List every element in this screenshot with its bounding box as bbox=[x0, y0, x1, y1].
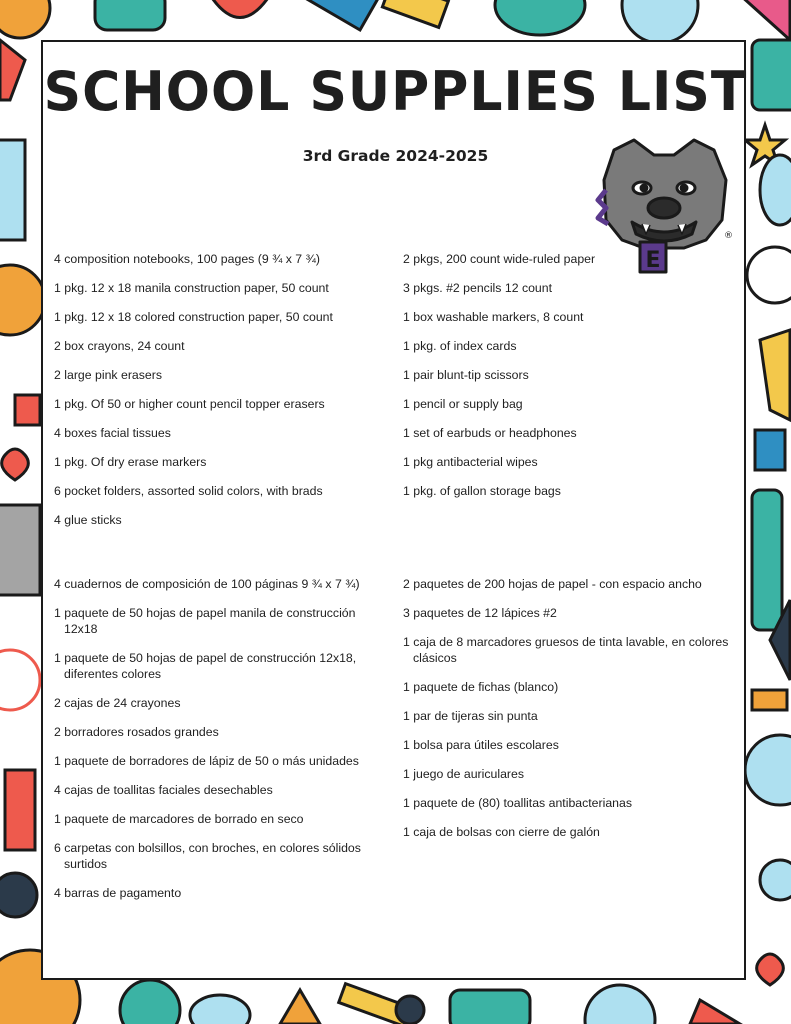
supply-item: 4 barras de pagamento bbox=[54, 886, 182, 900]
supply-item: 1 paquete de 50 hojas de papel manila de construcción 12x18 bbox=[54, 606, 356, 636]
globe-icon bbox=[190, 995, 250, 1024]
planet-icon bbox=[745, 735, 791, 805]
button-icon bbox=[396, 996, 424, 1024]
supply-item: 1 pkg antibacterial wipes bbox=[403, 455, 538, 469]
supply-item: 4 glue sticks bbox=[54, 513, 122, 527]
pencil-icon bbox=[382, 0, 448, 27]
ball-icon bbox=[0, 0, 50, 38]
box-icon bbox=[755, 430, 785, 470]
english-list-right bbox=[403, 251, 733, 512]
supply-item: 2 pkgs, 200 count wide-ruled paper bbox=[403, 252, 596, 266]
heart-icon bbox=[2, 449, 29, 480]
cone-icon bbox=[280, 990, 320, 1024]
case-icon bbox=[450, 990, 530, 1024]
bag-icon bbox=[120, 980, 180, 1024]
supply-item: 2 borradores rosados grandes bbox=[54, 725, 219, 739]
supply-item: 1 pkg. Of 50 or higher count pencil topper erasers bbox=[54, 397, 325, 411]
supply-item: 1 pkg. Of dry erase markers bbox=[54, 455, 207, 469]
stethoscope-icon bbox=[0, 650, 40, 710]
shape-icon bbox=[740, 0, 790, 40]
supply-item: 1 paquete de borradores de lápiz de 50 o más unidades bbox=[54, 754, 359, 768]
trophy-icon bbox=[760, 330, 790, 420]
spanish-list-right bbox=[403, 576, 733, 853]
supply-item: 4 cajas de toallitas faciales desechables bbox=[54, 783, 273, 797]
bag-icon bbox=[95, 0, 165, 30]
spanish-list-left bbox=[54, 576, 389, 914]
supply-item: 1 paquete de (80) toallitas antibacterianas bbox=[403, 796, 633, 810]
page-title: SCHOOL SUPPLIES LIST bbox=[43, 60, 748, 124]
supply-item: 1 pair blunt-tip scissors bbox=[403, 368, 529, 382]
supply-item: 4 composition notebooks, 100 pages (9 ¾ x 7 ¾) bbox=[54, 252, 320, 266]
supply-item: 3 paquetes de 12 lápices #2 bbox=[403, 606, 557, 620]
supply-item: 4 boxes facial tissues bbox=[54, 426, 171, 440]
supply-item: 2 paquetes de 200 hojas de papel - con espacio ancho bbox=[403, 577, 702, 591]
supply-item: 1 par de tijeras sin punta bbox=[403, 709, 538, 723]
supply-item: 1 pkg. of gallon storage bags bbox=[403, 484, 561, 498]
tag-icon bbox=[752, 690, 787, 710]
globe-icon bbox=[622, 0, 698, 43]
supply-item: 4 cuadernos de composición de 100 páginas 9 ¾ x 7 ¾) bbox=[54, 577, 360, 591]
supply-item: 1 juego de auriculares bbox=[403, 767, 524, 781]
mascot-letter: E bbox=[645, 248, 661, 273]
supply-item: 6 carpetas con bolsillos, con broches, en colores sólidos surtidos bbox=[54, 841, 361, 871]
supply-item: 1 paquete de 50 hojas de papel de construcción 12x18, diferentes colores bbox=[54, 651, 357, 681]
bottle-icon bbox=[760, 155, 791, 225]
calculator-icon bbox=[0, 505, 40, 595]
glove-icon bbox=[0, 873, 37, 917]
supply-item: 1 pkg. 12 x 18 colored construction paper, 50 count bbox=[54, 310, 333, 324]
supply-item: 1 caja de bolsas con cierre de galón bbox=[403, 825, 600, 839]
supply-item: 2 large pink erasers bbox=[54, 368, 162, 382]
apple-icon bbox=[210, 0, 270, 18]
clock-icon bbox=[585, 985, 655, 1024]
supply-item: 1 pkg. 12 x 18 manila construction paper, 50 count bbox=[54, 281, 329, 295]
supply-item: 1 paquete de fichas (blanco) bbox=[403, 680, 559, 694]
grade-subtitle: 3rd Grade 2024-2025 bbox=[302, 147, 489, 165]
supply-item: 1 box washable markers, 8 count bbox=[403, 310, 584, 324]
bubble-icon bbox=[760, 860, 791, 900]
book-icon bbox=[300, 0, 380, 30]
registered-mark: ® bbox=[724, 231, 733, 241]
crayon-icon bbox=[5, 770, 35, 850]
eraser-icon bbox=[15, 395, 40, 425]
backpack-icon bbox=[495, 0, 585, 35]
supply-item: 2 cajas de 24 crayones bbox=[54, 696, 181, 710]
supply-item: 1 set of earbuds or headphones bbox=[403, 426, 577, 440]
supply-item: 1 pencil or supply bag bbox=[403, 397, 523, 411]
supply-item: 6 pocket folders, assorted solid colors, with brads bbox=[54, 484, 323, 498]
supply-item: 2 box crayons, 24 count bbox=[54, 339, 185, 353]
supply-item: 1 bolsa para útiles escolares bbox=[403, 738, 559, 752]
heart-icon bbox=[757, 954, 784, 985]
supply-item: 3 pkgs. #2 pencils 12 count bbox=[403, 281, 553, 295]
nose-icon bbox=[648, 198, 680, 218]
ring-icon bbox=[747, 247, 791, 303]
english-list-left bbox=[54, 251, 384, 541]
test-tube-icon bbox=[752, 490, 782, 630]
triangle-icon bbox=[690, 1000, 740, 1024]
football-icon bbox=[0, 265, 45, 335]
supply-item: 1 paquete de marcadores de borrado en seco bbox=[54, 812, 304, 826]
supply-item: 1 pkg. of index cards bbox=[403, 339, 517, 353]
supply-item: 1 caja de 8 marcadores gruesos de tinta lavable, en colores clásicos bbox=[403, 635, 729, 665]
